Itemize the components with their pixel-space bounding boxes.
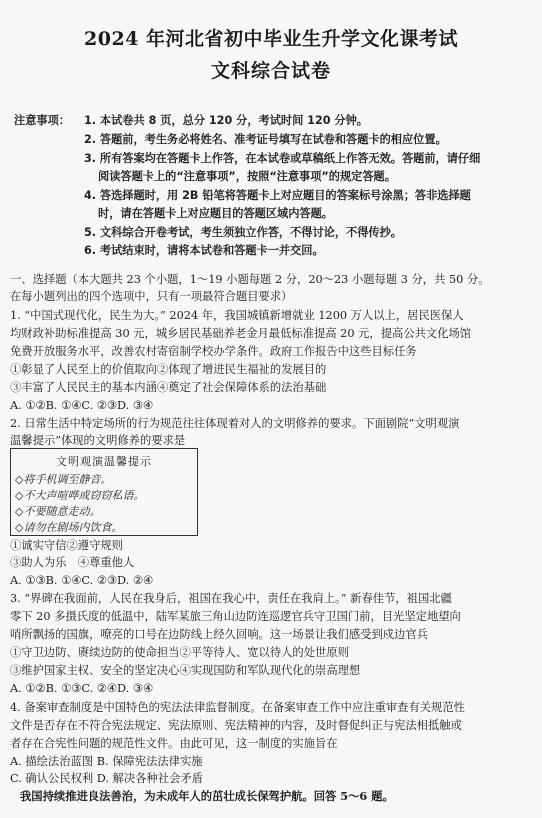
q1-choices: A. ①②B. ①④C. ②③D. ③④ [10,399,154,412]
note-line: 2. 答题前，考生务必将姓名、准考证号填写在试卷和答题卡的相应位置。 [84,133,447,146]
q4-text: 文件是否存在不符合宪法规定、宪法原则、宪法精神的内容，及时督促纠正与宪法相抵触或 [10,719,462,732]
civility-notice-box [10,448,198,536]
note-line: 5. 文科综合开卷考试，考生须独立作答，不得讨论，不得传抄。 [84,226,402,239]
notice-item: ◇不大声喧哗或窃窃私语。 [15,489,145,502]
q4-text: 者存在合宪性问题的规范性文件。由此可见，这一制度的实施旨在 [10,737,338,750]
exam-title: 2024 年河北省初中毕业生升学文化课考试 [84,28,458,50]
q4-text: 4. 备案审查制度是中国特色的宪法法律监督制度。在备案审查工作中应注重审查有关规范性 [10,701,465,714]
q1-text: 均财政补助标准提高 30 元，城乡居民基础养老金月最低标准提高 20 元，提高公共文化场馆 [10,327,472,340]
note-line: 6. 考试结束时，请将本试卷和答题卡一并交回。 [84,244,324,257]
q4-choices: C. 确认公民权利 D. 解决各种社会矛盾 [10,772,204,785]
note-line: 阅读答题卡上的“注意事项”，按照“注意事项”的规定答题。 [98,170,396,183]
note-line: 4. 答选择题时，用 2B 铅笔将答题卡上对应题目的答案标号涂黑；答非选择题 [84,189,471,202]
q3-text: 哨所飘扬的国旗，嘹亮的口号在边防线上经久回响。这一场景让我们感受到戍边官兵 [10,628,428,641]
q3-text: 零下 20 多摄氏度的低温中，陆军某旅三角山边防连巡逻官兵守卫国门前，目光坚定地望向 [10,610,461,623]
q3-option: ①守卫边防、赓续边防的使命担当②平等待人、宽以待人的处世原则 [10,646,349,659]
notice-title: 文明观演温馨提示 [56,455,152,468]
q2-text: 温馨提示”体现的文明修养的要求是 [10,434,186,447]
q1-text: 免费开放服务水平，改善农村寄宿制学校办学条件。政府工作报告中这些目标任务 [10,345,417,358]
q3-choices: A. ①②B. ①③C. ②④D. ③④ [10,682,154,695]
q3-text: 3. “界碑在我面前，人民在我身后，祖国在我心中，责任在我肩上。” 新春佳节，祖国北疆 [10,592,452,605]
q1-text: 1. “中国式现代化，民生为大。” 2024 年，我国城镇新增就业 1200 万人以上，居民医保人 [10,309,464,322]
q4-choices: A. 描绘法治蓝图 B. 保障宪法法律实施 [10,755,203,768]
passage-intro: 我国持续推进良法善治，为未成年人的茁壮成长保驾护航。回答 5～6 题。 [20,789,394,803]
notice-item: ◇请勿在剧场内饮食。 [15,521,123,534]
q2-option: ③助人为乐 ④尊重他人 [10,556,135,569]
q2-choices: A. ①③B. ①④C. ②③D. ②④ [10,574,154,587]
note-line: 时，请在答题卡上对应题目的答题区域内答题。 [98,207,333,220]
section-heading: 一、选择题（本大题共 23 个小题，1～19 小题每题 2 分，20～23 小题每题 3 分，共 50 分。 [10,273,490,286]
q1-option: ①彰显了人民至上的价值取向②体现了增进民生福祉的发展目的 [10,363,327,376]
q2-text: 2. 日常生活中特定场所的行为规范往往体现着对人的文明修养的要求。下面剧院“文明观演 [10,417,460,430]
notes-label: 注意事项： [14,114,70,127]
note-line: 1. 本试卷共 8 页，总分 120 分，考试时间 120 分钟。 [84,114,368,127]
q2-option: ①诚实守信②遵守规则 [10,539,123,552]
notice-item: ◇不要随意走动。 [15,505,101,518]
section-heading: 在每小题列出的四个选项中，只有一项最符合题目要求） [10,290,293,303]
q3-option: ③维护国家主权、安全的坚定决心④实现国防和军队现代化的崇高理想 [10,664,361,677]
exam-subtitle: 文科综合试卷 [210,60,331,82]
notice-item: ◇将手机调至静音。 [15,473,112,486]
q1-option: ③丰富了人民民主的基本内涵④奠定了社会保障体系的法治基础 [10,381,327,394]
note-line: 3. 所有答案均在答题卡上作答，在本试卷或草稿纸上作答无效。答题前，请仔细 [84,152,481,165]
